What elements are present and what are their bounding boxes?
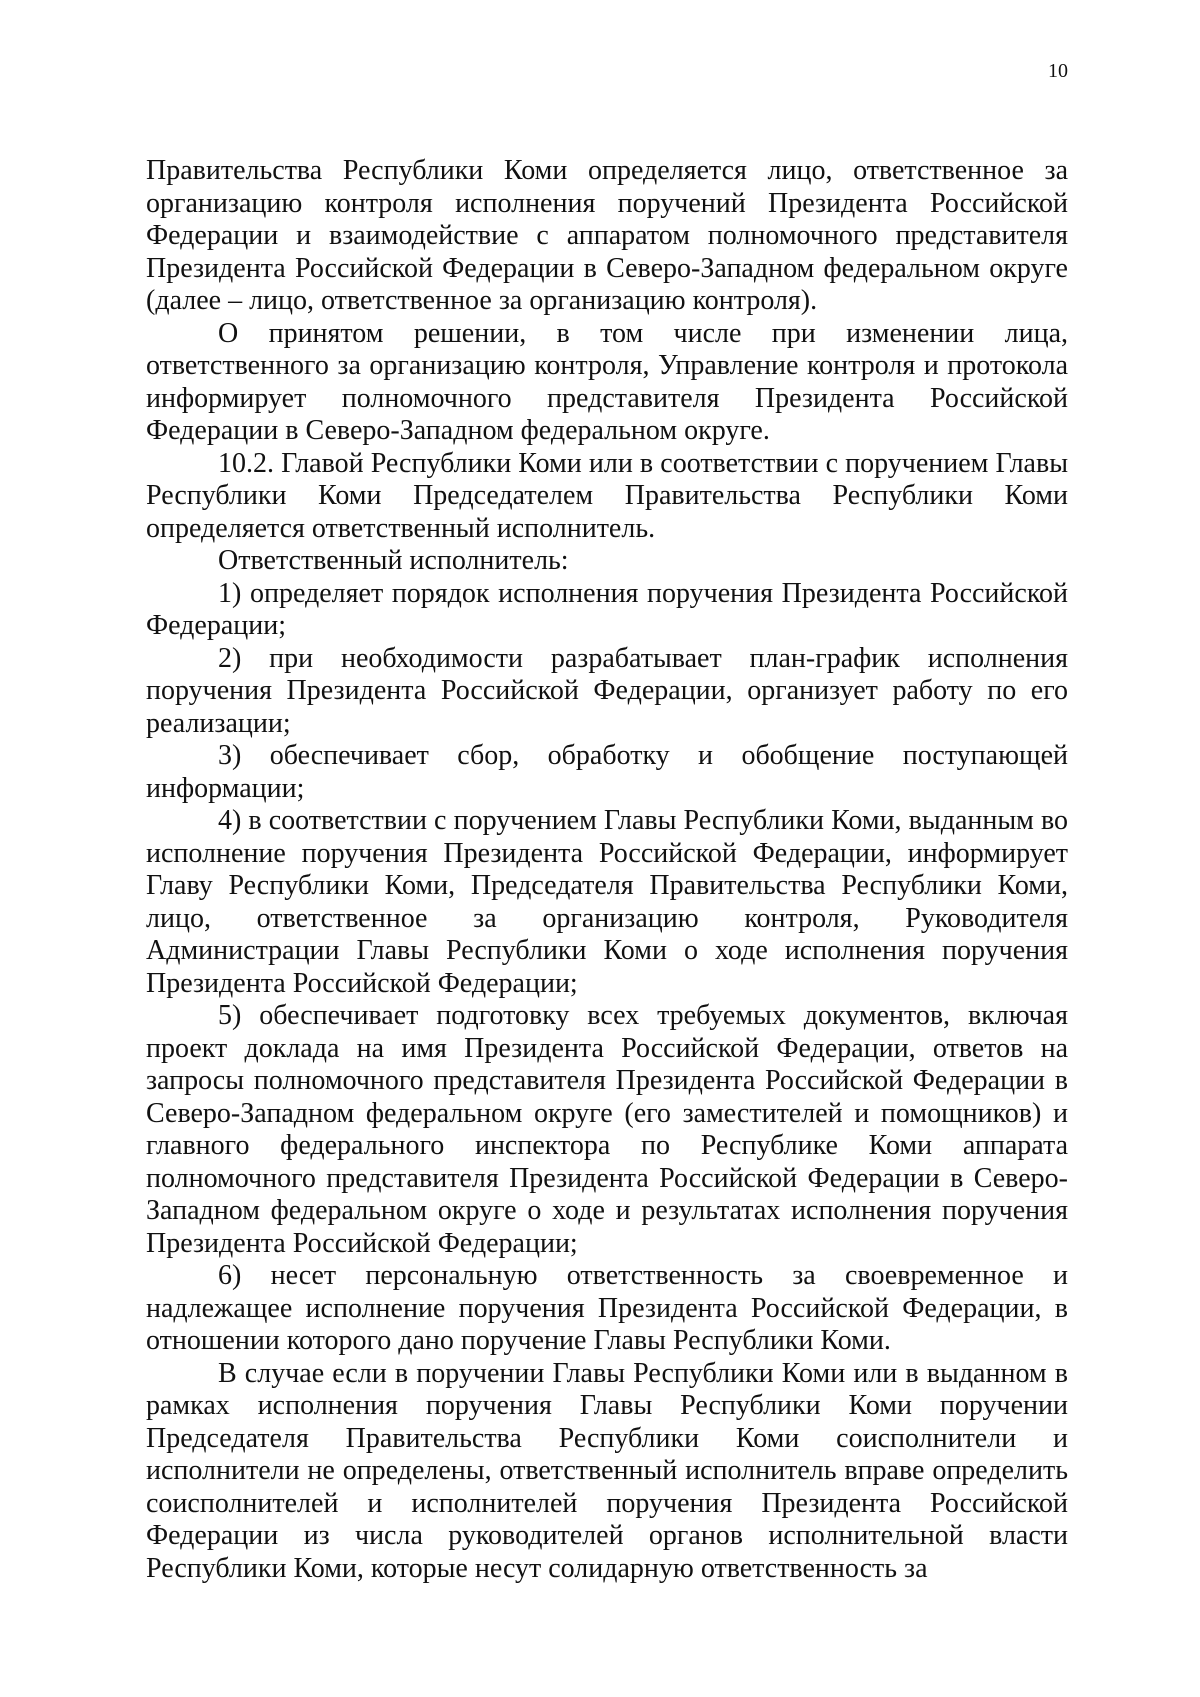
paragraph: 5) обеспечивает подготовку всех требуемых документов, включая проект доклада на имя Президента Российской Федерации, ответов на запросы полномочного представителя Президента Российской Федерации в Северо-Западном федеральном округе (его заместителей и помощников) и главного федерального инспектора по Республике Коми аппарата полномочного представителя Президента Российской Федерации в Северо-Западном федеральном округе о ходе и результатах исполнения поручения Президента Российской Федерации; bbox=[146, 1000, 1068, 1259]
paragraph: Ответственный исполнитель: bbox=[218, 545, 569, 576]
paragraph: 3) обеспечивает сбор, обработку и обобщение поступающей информации; bbox=[146, 740, 1068, 804]
paragraph: В случае если в поручении Главы Республики Коми или в выданном в рамках исполнения поручения Главы Республики Коми поручении Председателя Правительства Республики Коми соисполнители и исполнители не определены, ответственный исполнитель вправе определить соисполнителей и исполнителей поручения Президента Российской Федерации из числа руководителей органов исполнительной власти Республики Коми, которые несут солидарную ответственность за bbox=[146, 1357, 1068, 1584]
paragraph: 2) при необходимости разрабатывает план-график исполнения поручения Президента Российской Федерации, организует работу по его реализации; bbox=[146, 642, 1068, 739]
paragraph: 4) в соответствии с поручением Главы Республики Коми, выданным во исполнение поручения Президента Российской Федерации, информирует Главу Республики Коми, Председателя Правительства Республики Коми, лицо, ответственное за организацию контроля, Руководителя Администрации Главы Республики Коми о ходе исполнения поручения Президента Российской Федерации; bbox=[146, 805, 1068, 999]
paragraph: 6) несет персональную ответственность за своевременное и надлежащее исполнение поручения Президента Российской Федерации, в отношении которого дано поручение Главы Республики Коми. bbox=[146, 1260, 1068, 1356]
page-number: 10 bbox=[1048, 60, 1068, 82]
document-body bbox=[146, 155, 1068, 1585]
paragraph: 10.2. Главой Республики Коми или в соответствии с поручением Главы Республики Коми Председателем Правительства Республики Коми определяется ответственный исполнитель. bbox=[146, 447, 1068, 544]
paragraph: 1) определяет порядок исполнения поручения Президента Российской Федерации; bbox=[146, 577, 1068, 641]
paragraph: Правительства Республики Коми определяется лицо, ответственное за организацию контроля исполнения поручений Президента Российской Федерации и взаимодействие с аппаратом полномочного представителя Президента Российской Федерации в Северо-Западном федеральном округе (далее – лицо, ответственное за организацию контроля). bbox=[146, 155, 1068, 316]
paragraph: О принятом решении, в том числе при изменении лица, ответственного за организацию контроля, Управление контроля и протокола информирует полномочного представителя Президента Российской Федерации в Северо-Западном федеральном округе. bbox=[146, 317, 1068, 446]
